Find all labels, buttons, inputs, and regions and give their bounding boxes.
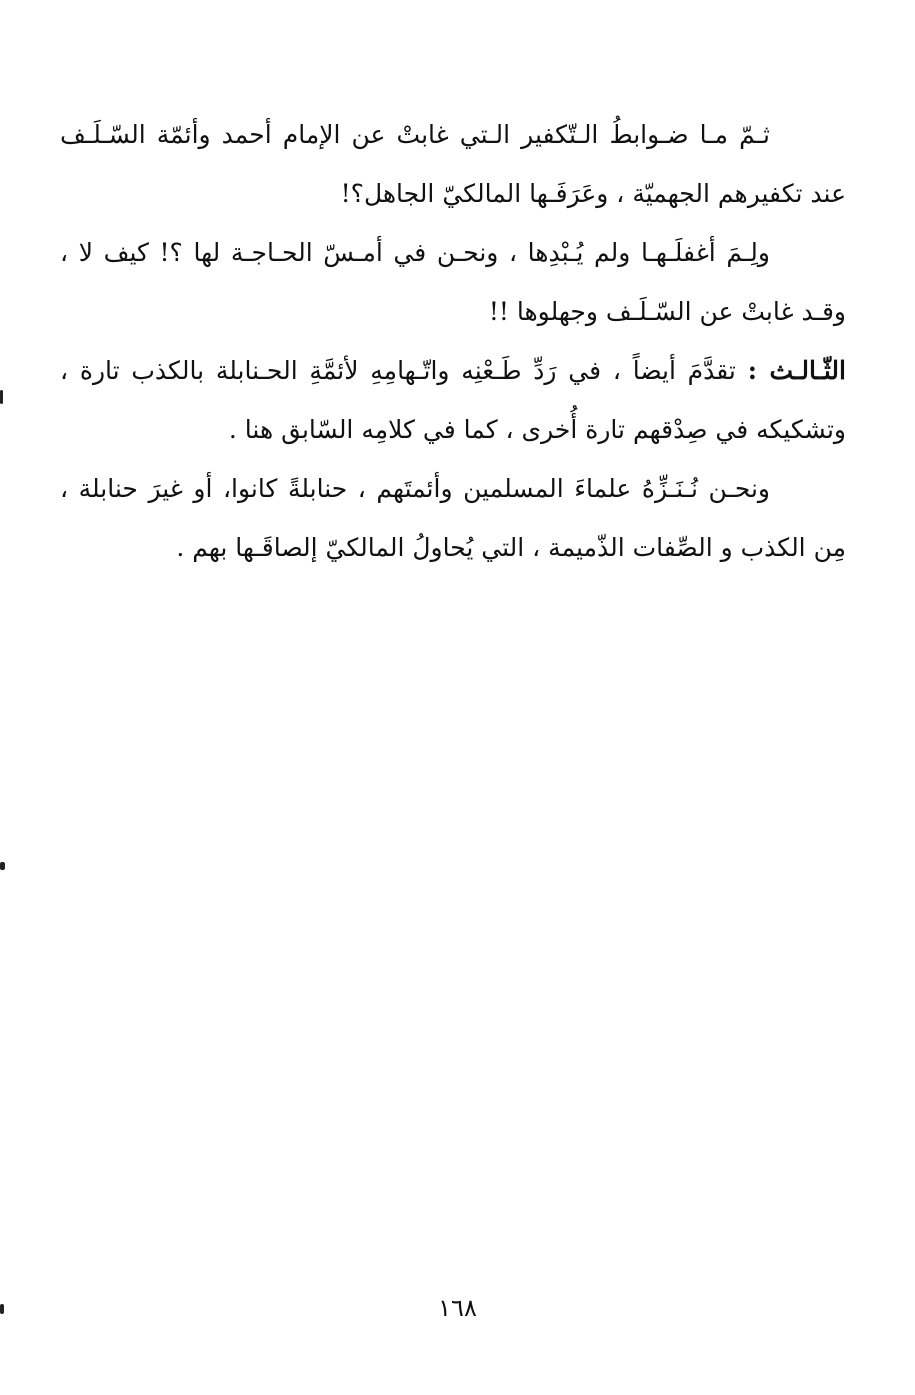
paragraph-4-text: ونحـن نُـنَـزِّهُ علماءَ المسلمين وأئمتَهم ، حنابلةً كانوا، أو غيرَ حنابلة ، مِن الكذب و الصِّفات الذّميمة ، التي يُحاولُ المالكيّ إلصاقَـها بهم . [60, 474, 846, 562]
page-number: ١٦٨ [438, 1294, 477, 1322]
paragraph-3-heading: الثّـالـث : [747, 356, 846, 385]
scan-edge-mark [0, 390, 3, 404]
scan-edge-mark [0, 1304, 4, 1314]
paragraph-1-text: ثـمّ مـا ضـوابطُ الـتّكفير الـتي غابتْ عن الإمام أحمد وأئمّة السّـلَـف عند تكفيرهم الجهميّة ، وعَرَفَـها المالكيّ الجاهل؟! [60, 120, 846, 208]
paragraph-3-text: تقدَّمَ أيضاً ، في رَدِّ طَـعْنِه واتّـهامِهِ لأئمَّةِ الحـنابلة بالكذب تارة ، وتشكيكه في صِدْقهم تارة أُخرى ، كما في كلامِه السّابق هنا . [60, 356, 846, 444]
scan-edge-mark [0, 862, 5, 870]
paragraph-2 [60, 223, 846, 341]
paragraph-4 [60, 459, 846, 577]
paragraph-3 [60, 341, 846, 459]
paragraph-1 [60, 105, 846, 223]
body-text [60, 105, 846, 577]
paragraph-2-text: ولِـمَ أغفلَـهـا ولم يُـبْدِها ، ونحـن في أمـسّ الحـاجـة لها ؟! كيف لا ، وقـد غابتْ عن السّـلَـف وجهلوها !! [60, 238, 846, 326]
